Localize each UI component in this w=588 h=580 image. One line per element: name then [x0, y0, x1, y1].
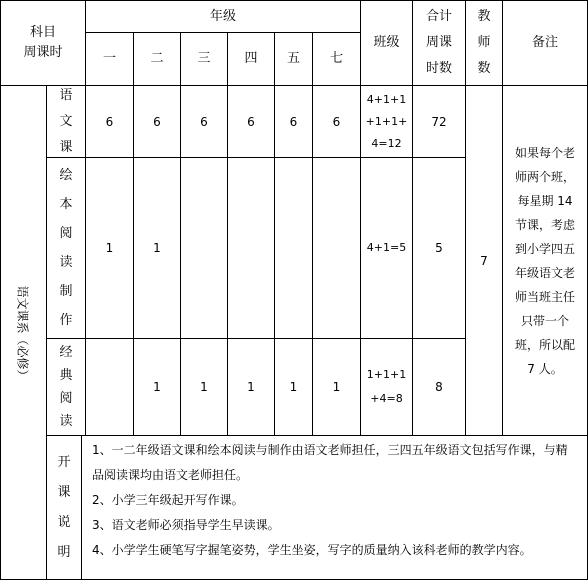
table-cell: 6	[153, 114, 161, 129]
grade-header: 年级	[209, 8, 236, 24]
row-name-char: 制	[59, 284, 73, 299]
row-name-char: 经	[59, 345, 73, 360]
table-cell: 1	[153, 241, 161, 255]
table-cell: 6	[332, 114, 341, 129]
row-picture-book-classes: 4+1=5	[366, 241, 407, 254]
grade-4-header: 四	[244, 51, 258, 66]
row-classics-name	[47, 339, 85, 435]
row-name-char: 作	[59, 313, 73, 328]
notes-content	[82, 436, 586, 579]
row-chinese-total: 72	[431, 114, 447, 129]
row-name-char: 读	[59, 255, 73, 270]
notes-label-char: 课	[57, 484, 71, 500]
teacher-label-1: 教	[477, 9, 491, 24]
category-cell	[0, 86, 46, 580]
remark-line: 师两个班，	[514, 169, 575, 184]
grade-3-header: 三	[197, 51, 211, 66]
grade-1-header: 一	[102, 51, 116, 66]
remark-line: 到小学四五	[514, 241, 575, 256]
teacher-count-header	[466, 1, 502, 85]
row-classics-classes	[361, 339, 412, 435]
remark-line: 节课，考虑	[514, 217, 575, 232]
total-label-3: 时数	[425, 61, 452, 76]
table-cell	[86, 339, 133, 435]
class-formula-line: +4=8	[370, 392, 403, 405]
table-cell: 1	[153, 380, 161, 394]
class-formula-line: 4+1+1	[366, 92, 407, 106]
row-name-char: 本	[59, 197, 73, 212]
notes-label	[47, 436, 81, 579]
class-formula-line: 4=12	[371, 136, 402, 150]
grade-5-header: 五	[286, 51, 300, 66]
row-picture-book-name	[47, 158, 85, 338]
row-picture-book-total: 5	[435, 241, 443, 255]
table-cell	[228, 158, 274, 338]
total-hours-header	[413, 1, 465, 85]
table-cell: 6	[247, 114, 255, 129]
remark-line: 每星期 14	[517, 193, 573, 208]
table-cell: 1	[247, 380, 255, 394]
remark-line: 师当班主任	[514, 289, 575, 304]
table-cell	[313, 158, 360, 338]
note-item: 2、小学三年级起开写作课。	[92, 493, 244, 507]
row-chinese-classes	[361, 86, 412, 157]
teacher-count: 7	[480, 253, 488, 268]
row-name-char: 课	[59, 139, 73, 155]
row-chinese-name	[47, 86, 85, 157]
table-cell: 1	[289, 380, 298, 394]
notes-label-char: 说	[57, 514, 71, 530]
table-cell: 6	[105, 114, 114, 129]
row-name-char: 绘	[59, 168, 73, 183]
row-name-char: 阅	[59, 391, 73, 406]
row-name-char: 阅	[59, 226, 73, 241]
row-name-char: 文	[59, 113, 73, 129]
grade-7-header: 七	[329, 51, 343, 66]
table-cell: 1	[332, 380, 341, 394]
table-cell	[181, 158, 227, 338]
grade-2-header: 二	[150, 51, 164, 66]
remark-text	[503, 86, 587, 435]
subject-label: 科目	[29, 25, 56, 40]
remark-line: 7 人。	[527, 361, 563, 376]
table-cell: 1	[105, 241, 114, 255]
notes-label-char: 开	[57, 454, 71, 470]
row-name-char: 典	[59, 368, 73, 383]
note-item: 3、语文老师必须指导学生早读课。	[92, 518, 280, 532]
class-header: 班级	[373, 35, 400, 50]
total-label-1: 合计	[425, 9, 452, 24]
hours-label: 周课时	[23, 45, 63, 60]
notes-label-char: 明	[57, 544, 71, 560]
note-item: 4、小学学生硬笔写字握笔姿势，学生坐姿，写字的质量纳入该科老师的教学内容。	[92, 543, 532, 557]
remark-line: 班，所以配	[514, 337, 575, 352]
row-classics-total: 8	[435, 380, 443, 394]
remark-line: 只带一个	[520, 313, 569, 328]
remark-line: 年级语文老	[514, 265, 575, 280]
row-name-char: 语	[59, 87, 73, 103]
table-cell	[275, 158, 312, 338]
teacher-label-2: 师	[477, 35, 491, 50]
table-cell: 1	[200, 380, 208, 394]
table-cell: 6	[200, 114, 208, 129]
class-formula-line: +1+1+	[365, 114, 408, 128]
teacher-label-3: 数	[477, 61, 491, 76]
subject-hours-header	[1, 1, 85, 85]
row-name-char: 读	[59, 414, 73, 429]
note-item: 1、一二年级语文课和绘本阅读与制作由语文老师担任，三四五年级语文包括写作课，与精品阅读课均由语文老师担任。	[92, 443, 568, 482]
total-label-2: 周课	[425, 35, 452, 50]
table-cell: 6	[289, 114, 298, 129]
remark-line: 如果每个老	[514, 145, 575, 160]
category-label: 语文课系（必修）	[15, 284, 30, 382]
remark-header: 备注	[531, 35, 558, 50]
class-formula-line: 1+1+1	[366, 368, 407, 381]
